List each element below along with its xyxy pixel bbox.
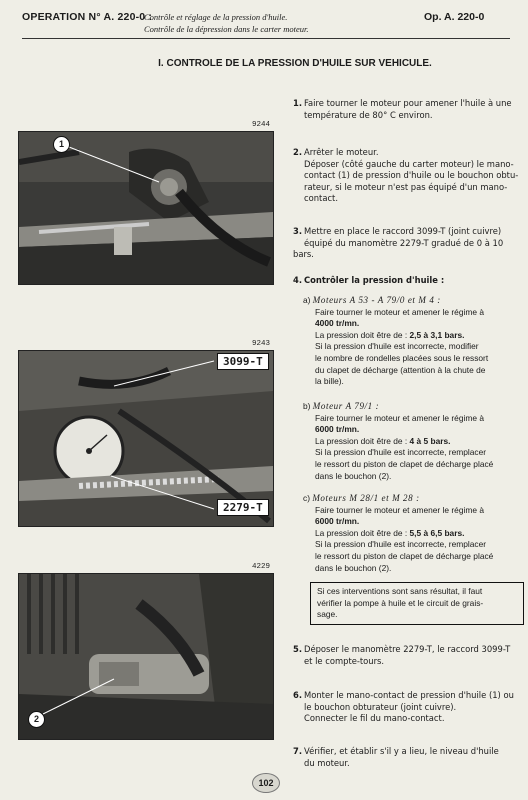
section-title: I. CONTROLE DE LA PRESSION D'HUILE SUR VEHICULE. [158, 58, 432, 69]
photo-1 [18, 131, 274, 285]
step-3: 3. Mettre en place le raccord 3099-T (joint cuivre) équipé du manomètre 2279-T gradué de 0 à 10 bars. [293, 226, 504, 260]
step-1: 1. Faire tourner le moteur pour amener l'huile à une température de 80° C environ. [293, 98, 512, 120]
photo-2 [18, 350, 274, 527]
operation-subtitle-2: Contrôle de la dépression dans le carter moteur. [144, 24, 309, 34]
photo-3 [18, 573, 274, 740]
substep-b: b) Moteur A 79/1 : Faire tourner le moteur et amener le régime à 6000 tr/mn. La pression doit être de : 4 à 5 bars. Si la pression d'huile est incorrecte, remplacer le ressort du piston de clapet de décharge placé dans le bouchon (2). [303, 401, 494, 481]
step-2: 2. Arrêter le moteur. Déposer (côté gauche du carter moteur) le mano- contact (1) de pression d'huile ou le bouchon obtu- rateur, si le moteur n'est pas équipé d'un mano- contact. [293, 147, 519, 204]
photo-1-number: 9244 [252, 121, 271, 129]
substep-c: c) Moteurs M 28/1 et M 28 : Faire tourner le moteur et amener le régime à 6000 tr/mn. La pression doit être de : 5,5 à 6,5 bars. Si la pression d'huile est incorrecte, remplacer le ressort du piston de clapet de décharge placé dans le bouchon (2). [303, 493, 494, 573]
step-5: 5. Déposer le manomètre 2279-T, le raccord 3099-T et le compte-tours. [293, 644, 511, 666]
callout-2: 2 [28, 711, 45, 728]
photo-3-number: 4229 [252, 563, 271, 571]
page-number: 102 [252, 773, 280, 793]
callout-3099-t: 3099-T [217, 353, 269, 370]
callout-2279-t: 2279-T [217, 499, 269, 516]
step-4-title: 4. Contrôler la pression d'huile : [293, 275, 445, 285]
callout-1: 1 [53, 136, 70, 153]
header-divider [22, 38, 510, 39]
step-7: 7. Vérifier, et établir s'il y a lieu, le niveau d'huile du moteur. [293, 746, 499, 768]
operation-ref: Op. A. 220-0 [424, 11, 485, 23]
note-box: Si ces interventions sont sans résultat, il faut vérifier la pompe à huile et le circuit de grais- sage. [310, 582, 524, 625]
operation-subtitle-1: Contrôle et réglage de la pression d'huile. [144, 12, 288, 22]
operation-number: OPERATION N° A. 220-0 : [22, 11, 153, 23]
substep-a: a) Moteurs A 53 - A 79/0 et M 4 : Faire tourner le moteur et amener le régime à 4000 tr/mn. La pression doit être de : 2,5 à 3,1 bars. Si la pression d'huile est incorrecte, modifier le nombre de rondelles placées sous le ressort du clapet de décharge (attention à la chute de la bille). [303, 295, 489, 387]
photo-2-number: 9243 [252, 340, 271, 348]
step-6: 6. Monter le mano-contact de pression d'huile (1) ou le bouchon obturateur (joint cuivre). Connecter le fil du mano-contact. [293, 690, 514, 724]
